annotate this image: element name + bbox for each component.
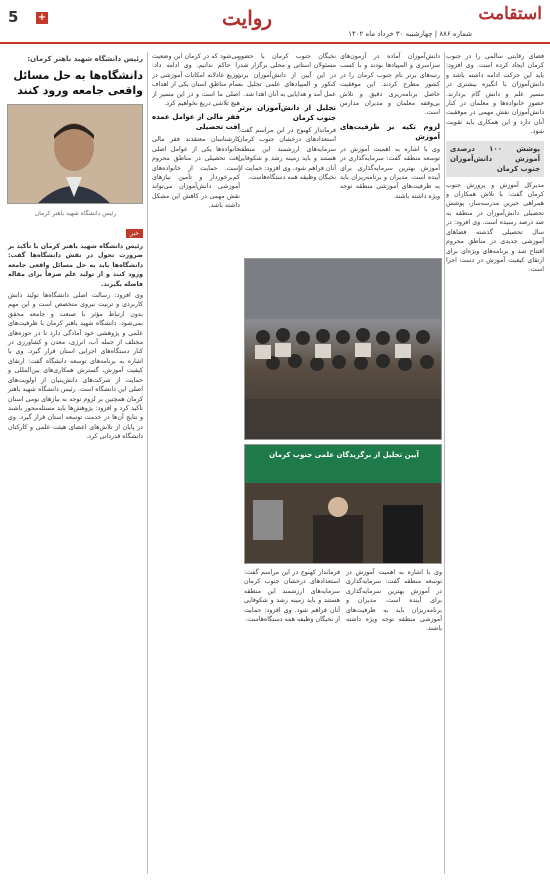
portrait-photo: [7, 104, 143, 204]
col-left-body-bottom: کارشناسان معتقدند فقر مالی خانواده‌ها یکی از عوامل اصلی افت تحصیلی در مناطق محروم است. حمایت از خانواده‌های کم‌برخوردار و تأمین نیازهای آموزشی دانش‌آموزان می‌تواند نقش مهمی در کاهش این مشکل داشته باشد.: [152, 136, 240, 210]
left-story-title: دانشگاه‌ها به حل مسائل واقعی جامعه ورود کنند: [13, 69, 143, 97]
column-mid-lower-left: [244, 568, 340, 874]
col-left-body-top: می‌شود که در کرمان این وضعیت را حاکم ندانیم. وی ادامه داد: توزیع عادلانه امکانات آموزشی در تمام مناطق استان یکی از اهداف اصلی ما است و در این مسیر از هیچ تلاشی دریغ نخواهیم کرد.: [152, 53, 240, 108]
group-photo-image: [244, 259, 441, 440]
group-photo: [244, 258, 442, 440]
col-right-body-top: فضای رقابتی سالمی را در جنوب کرمان ایجاد کرده است. وی افزود: باید این حرکت ادامه داشته باشد و دانش‌آموزان با انگیزه بیشتری در مسیر علم و دانش گام بردارند. حضور خانواده‌ها و معلمان در کنار دانش‌آموزان نقش مهمی در موفقیت آنان دارد و این همکاری باید تقویت شود.: [446, 53, 544, 136]
col-mid-left-body-top: نخبگان جنوب کرمان با حضور مسئولان استانی و محلی برگزار شد. در این آیین از دانش‌آموزان برتر کنکور و المپیادهای علمی تجلیل به عمل آمد و هدایایی به آنان اهدا شد.: [238, 53, 336, 98]
column-mid-lower-right: [346, 568, 442, 874]
mid-lower-right-body: وی با اشاره به اهمیت آموزش در توسعه منطقه گفت: سرمایه‌گذاری در آموزش بهترین سرمایه‌گذاری برای آینده است. مدیران و برنامه‌ریزان باید به ظرفیت‌های آموزشی منطقه توجه ویژه داشته باشند.: [346, 569, 442, 633]
portrait-image: [7, 105, 142, 204]
column-mid-right: [340, 52, 440, 252]
left-story-text: [4, 242, 147, 442]
column-divider: [444, 52, 445, 874]
banner-text: آیین تجلیل از برگزیدگان علمی جنوب کرمان: [269, 451, 419, 459]
col-mid-right-body-bottom: وی با اشاره به اهمیت آموزش در توسعه منطقه گفت: سرمایه‌گذاری در آموزش بهترین سرمایه‌گذاری برای آینده است. مدیران و برنامه‌ریزان باید به ظرفیت‌های آموزشی منطقه توجه ویژه داشته باشند.: [340, 145, 440, 200]
left-story-lead: رئیس دانشگاه شهید باهنر کرمان با تأکید بر ضرورت تحول در نقش دانشگاه‌ها گفت: دانشگاه‌ها باید به حل مسائل واقعی جامعه ورود کنند و از تولید علم صرفاً برای مقاله فاصله بگیرند.: [8, 243, 143, 288]
speaker-photo-image: [244, 445, 441, 564]
news-tag: خبر: [126, 229, 143, 238]
column-left: [152, 52, 240, 874]
col-right-body-bottom: مدیرکل آموزش و پرورش جنوب کرمان گفت: با تلاش همکاران و همراهی خیرین مدرسه‌ساز، پوشش تحصیلی دانش‌آموزان در منطقه به صد درصد رسیده است. وی افزود: در سال تحصیلی گذشته فضاهای آموزشی جدیدی در مناطق محروم افتتاح شد و برنامه‌های ویژه‌ای برای ارتقای کیفیت آموزش در دست اجرا است.: [446, 181, 544, 274]
page-number: 5: [8, 8, 19, 26]
edition-info: شماره ۸۸۶ | چهارشنبه ۳۰ خرداد ماه ۱۴۰۲: [348, 30, 472, 38]
column-mid-left: [238, 52, 336, 252]
left-story-kicker: رئیس دانشگاه شهید باهنر کرمان:: [27, 55, 143, 63]
page-header: [0, 0, 550, 44]
section-title: روایت: [222, 6, 273, 30]
col-mid-right-body-top: دانش‌آموزان آماده در آزمون‌های سراسری و المپیادها بودند و با کسب رتبه‌های برتر نام جنوب کرمان را در کشور مطرح کردند. این موفقیت حاصل برنامه‌ریزی دقیق و تلاش بی‌وقفه معلمان و مدیران مدارس است.: [340, 53, 440, 117]
col-mid-left-box-title: تجلیل از دانش‌آموزان برتر جنوب کرمان: [238, 104, 336, 123]
left-story-body: وی افزود: رسالت اصلی دانشگاه‌ها تولید دانش کاربردی و تربیت نیروی متخصص است و این مهم بدون ارتباط مؤثر با صنعت و جامعه محقق نمی‌شود. دانشگاه شهید باهنر کرمان با ظرفیت‌های علمی و پژوهشی خود آمادگی دارد تا در حوزه‌های مختلف از جمله آب، انرژی، معدن و کشاورزی در کنار دستگاه‌های اجرایی استان قرار گیرد. وی با اشاره به برنامه‌های توسعه دانشگاه گفت: ارتقای کیفیت آموزش، گسترش همکاری‌های بین‌المللی و حمایت از شرکت‌های دانش‌بنیان از اولویت‌های اصلی این دانشگاه است. رئیس دانشگاه شهید باهنر کرمان همچنین بر لزوم توجه به نیازهای بومی استان تأکید کرد و افزود: پژوهش‌ها باید مسئله‌محور باشند و نتایج آن‌ها در خدمت توسعه استان قرار گیرد. وی در پایان از تلاش‌های اعضای هیئت علمی و کارکنان دانشگاه قدردانی کرد.: [8, 292, 143, 441]
newspaper-logo: استقامت: [478, 4, 542, 24]
col-mid-right-box-title: لزوم تکیه بر ظرفیت‌های آموزش: [340, 122, 440, 141]
mid-lower-left-body: فرماندار کهنوج در این مراسم گفت: استعدادهای درخشان جنوب کرمان سرمایه‌های ارزشمند این منطقه هستند و باید زمینه رشد و شکوفایی آنان فراهم شود. وی افزود: حمایت از نخبگان وظیفه همه دستگاه‌هاست.: [244, 569, 340, 624]
col-left-box-title: فقر مالی از عوامل عمده افت تحصیلی: [152, 113, 240, 132]
column-right: [446, 52, 544, 874]
col-mid-left-body-bottom: فرماندار کهنوج در این مراسم گفت: استعدادهای درخشان جنوب کرمان سرمایه‌های ارزشمند این منطقه هستند و باید زمینه رشد و شکوفایی آنان فراهم شود. وی افزود: حمایت از نخبگان وظیفه همه دستگاه‌هاست.: [238, 127, 336, 182]
left-story: [4, 52, 148, 874]
portrait-caption: رئیس دانشگاه شهید باهنر کرمان: [34, 210, 117, 217]
col-right-box-title: پوشش ۱۰۰ درصدی آموزش دانش‌آموزان جنوب کرمان: [446, 141, 544, 177]
page-mark-icon: +: [37, 12, 47, 23]
speaker-photo: [244, 444, 442, 564]
